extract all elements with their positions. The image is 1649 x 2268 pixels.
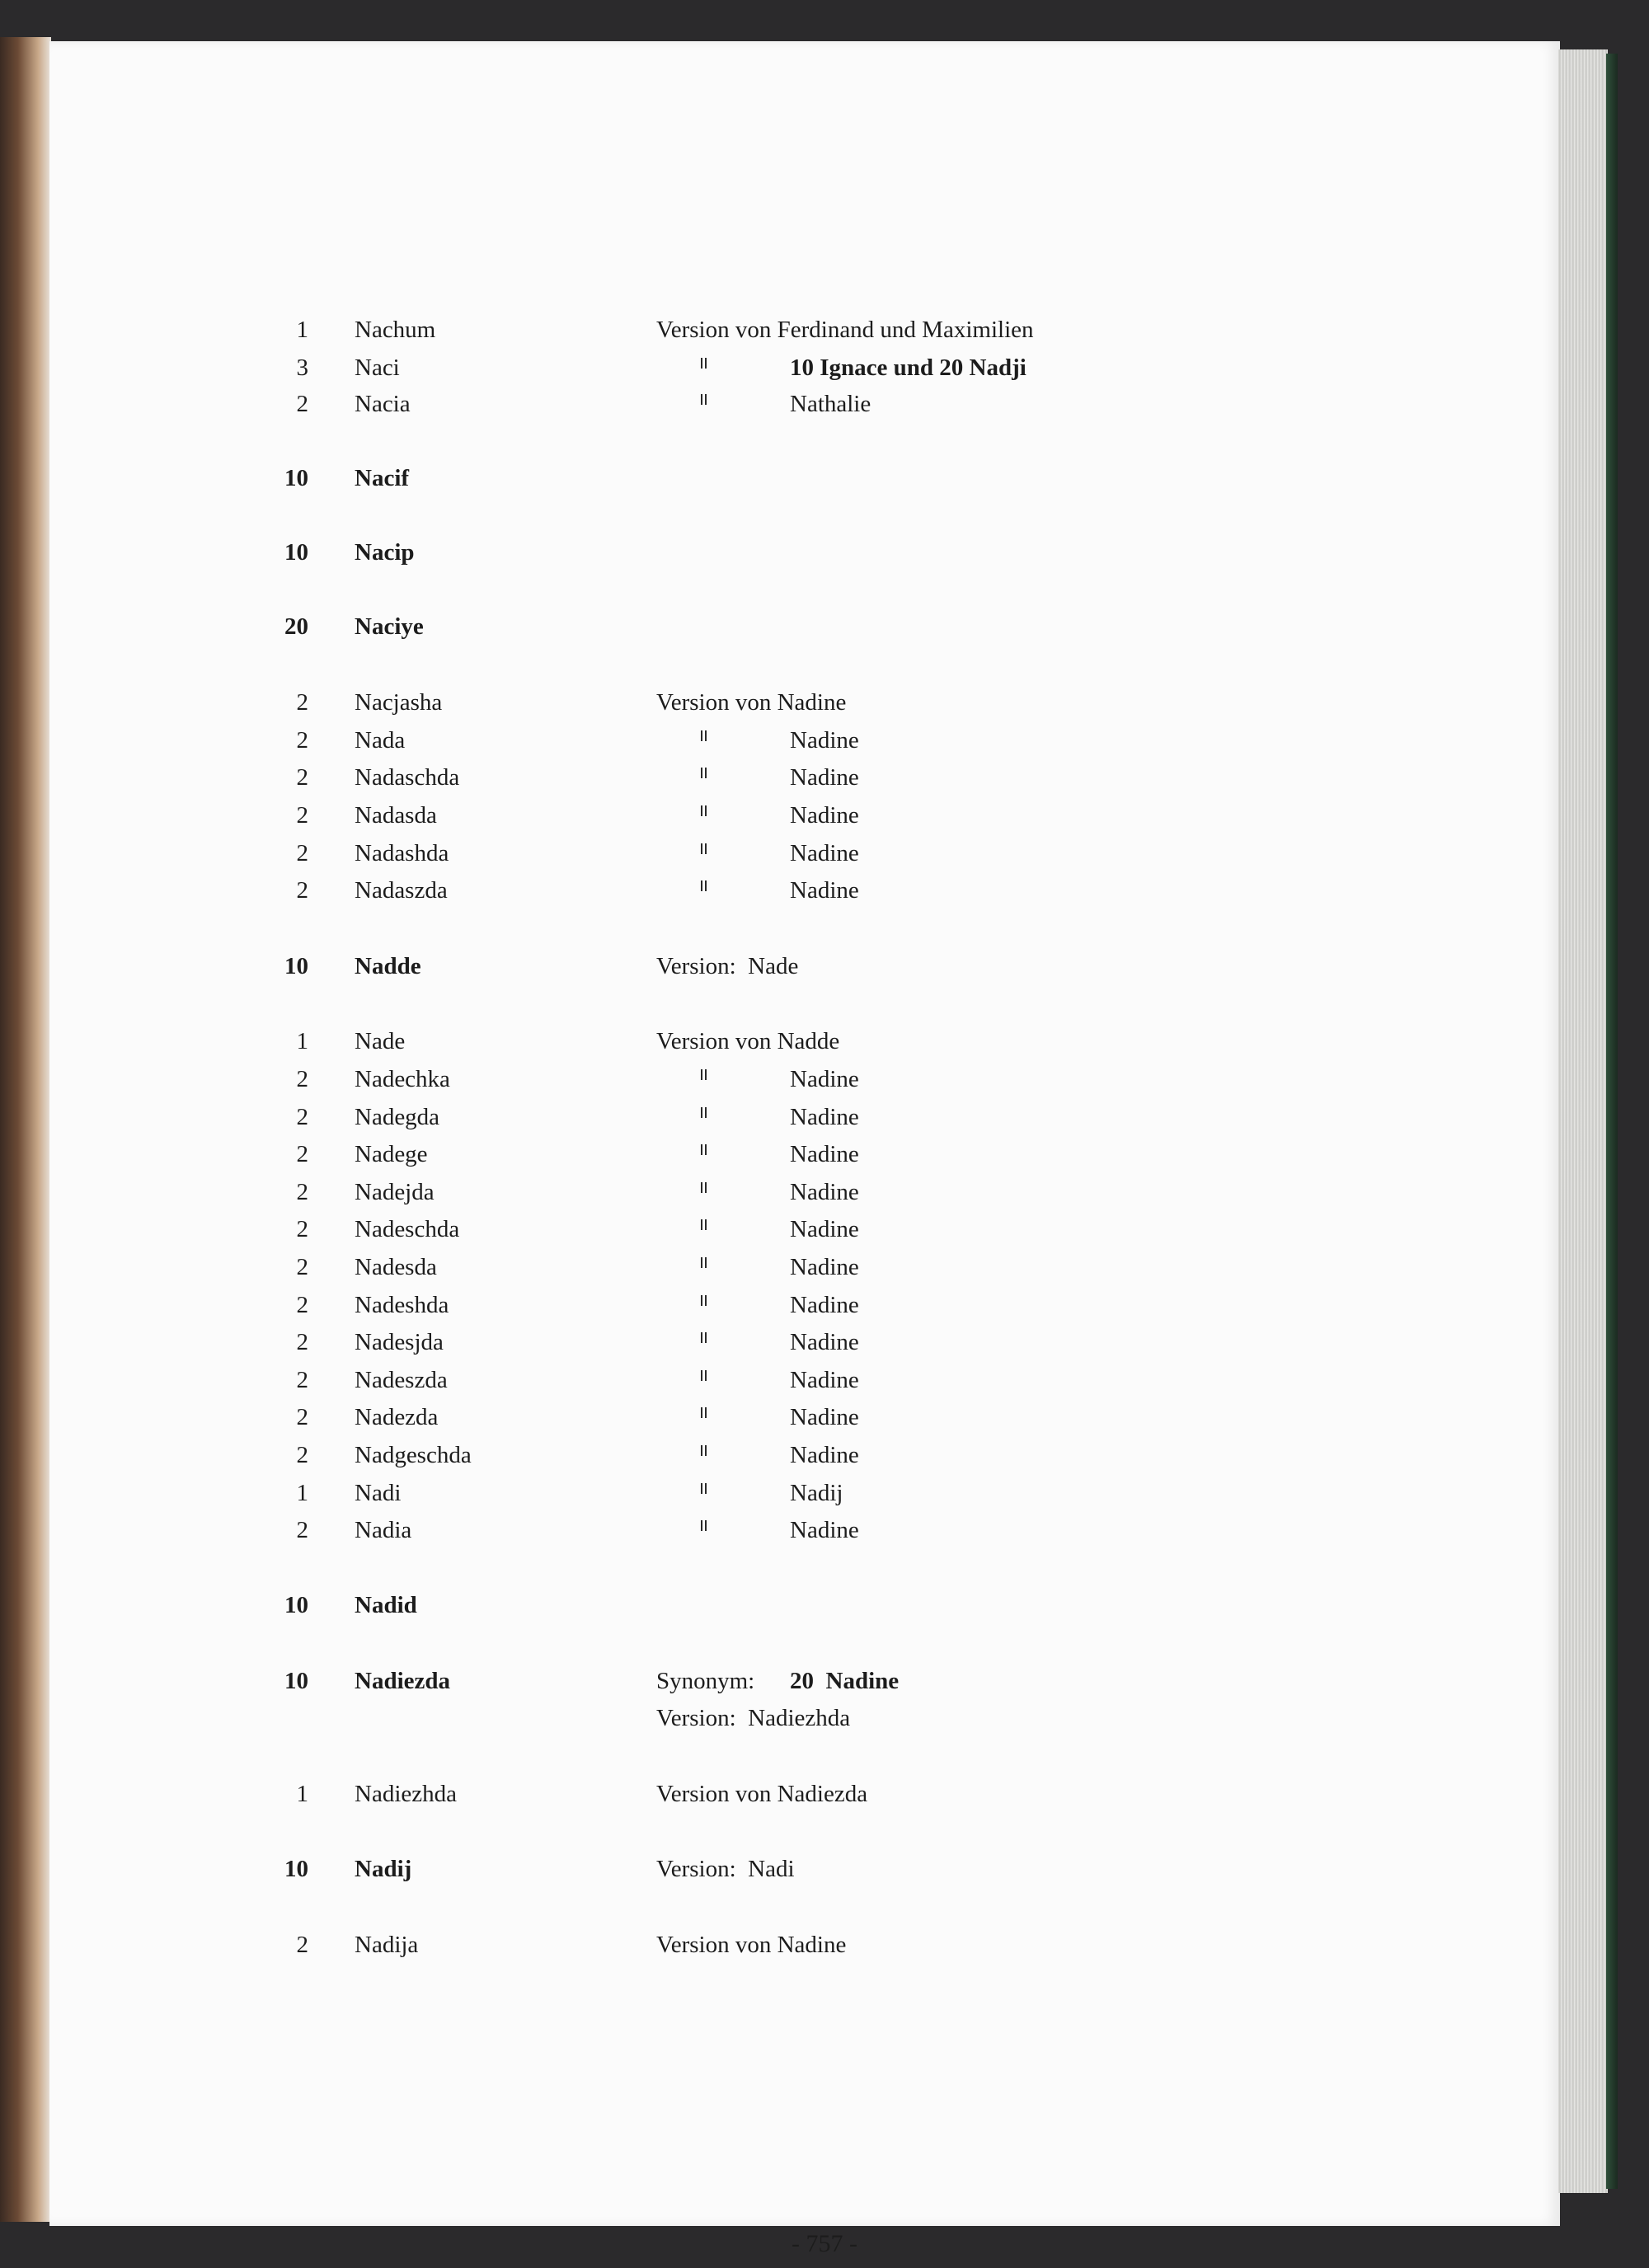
entry-name: Nadeschda [355, 1216, 460, 1242]
list-item [0, 350, 1649, 386]
entry-name: Nadid [355, 1592, 417, 1618]
ditto-mark [699, 1483, 709, 1496]
entry-name: Nadasda [355, 802, 437, 829]
ditto-mark [699, 1332, 709, 1345]
entry-number: 3 [296, 355, 308, 381]
entry-reference: Nadine [790, 1292, 859, 1318]
list-item [0, 1362, 1649, 1398]
entry-name: Nacip [355, 539, 415, 566]
entry-name: Nadesjda [355, 1329, 444, 1355]
entry-reference: Nadine [790, 1517, 859, 1543]
entry-reference: Nadine [790, 1141, 859, 1167]
list-item [0, 835, 1649, 871]
entry-reference: Nadine [790, 1104, 859, 1130]
entry-reference: Nathalie [790, 391, 871, 417]
list-item [0, 1249, 1649, 1285]
list-item [0, 1437, 1649, 1473]
entry-name: Nadaszda [355, 877, 448, 904]
entry-number: 2 [296, 689, 308, 716]
entry-name: Nadija [355, 1932, 419, 1958]
ditto-mark [699, 1370, 709, 1383]
list-item [0, 386, 1649, 422]
entry-reference: Nadine [790, 727, 859, 754]
entry-number: 2 [296, 802, 308, 829]
entry-name: Nadde [355, 953, 421, 979]
ditto-mark [699, 1219, 709, 1232]
entry-number: 2 [296, 1367, 308, 1393]
entry-description: Version: Nadiezhda [656, 1705, 851, 1731]
entry-name: Nada [355, 727, 406, 754]
entry-name: Nadechka [355, 1066, 450, 1092]
ditto-mark [699, 1257, 709, 1270]
entry-reference: Nadine [790, 1404, 859, 1430]
list-item [0, 1099, 1649, 1135]
entry-description: Version: Nade [656, 953, 799, 979]
entry-reference: Nadine [790, 840, 859, 866]
entry-number: 10 [284, 539, 308, 566]
list-item [0, 1663, 1649, 1699]
entry-number: 2 [296, 1254, 308, 1280]
list-item [0, 722, 1649, 758]
entry-reference: Nadine [790, 764, 859, 791]
list-item [0, 1324, 1649, 1360]
ditto-mark [699, 358, 709, 370]
entry-number: 2 [296, 1104, 308, 1130]
page-number: - 757 - [792, 2230, 857, 2257]
entry-name: Nadiezhda [355, 1781, 457, 1807]
entry-reference: Nadij [790, 1480, 843, 1506]
entry-number: 2 [296, 391, 308, 417]
entry-description: Version von Nadine [656, 1932, 847, 1958]
entry-number: 2 [296, 840, 308, 866]
ditto-mark [699, 880, 709, 893]
list-item [0, 1399, 1649, 1435]
list-item [0, 797, 1649, 833]
list-item [0, 1512, 1649, 1548]
entry-number: 2 [296, 1932, 308, 1958]
ditto-mark [699, 1407, 709, 1420]
ditto-mark [699, 805, 709, 818]
entry-name: Naci [355, 355, 400, 381]
ditto-mark [699, 394, 709, 406]
entry-description: Synonym: [656, 1668, 755, 1694]
list-item [0, 1136, 1649, 1172]
entry-name: Naciye [355, 613, 424, 640]
entry-name: Nadaschda [355, 764, 460, 791]
list-item [0, 1700, 1649, 1736]
list-item [0, 948, 1649, 984]
entry-name: Nachum [355, 317, 436, 343]
entry-number: 1 [296, 1480, 308, 1506]
entry-name: Nadij [355, 1856, 412, 1882]
entry-reference: Nadine [790, 1329, 859, 1355]
entry-number: 2 [296, 1292, 308, 1318]
entry-name: Nadege [355, 1141, 428, 1167]
ditto-mark [699, 843, 709, 856]
list-item [0, 534, 1649, 571]
entry-reference: 20 Nadine [790, 1668, 900, 1694]
entry-name: Nadiezda [355, 1668, 450, 1694]
ditto-mark [699, 1107, 709, 1120]
entry-reference: Nadine [790, 1442, 859, 1468]
entry-number: 2 [296, 1179, 308, 1205]
entry-number: 10 [284, 1856, 308, 1882]
entry-name: Nadi [355, 1480, 402, 1506]
list-item [0, 1211, 1649, 1247]
entry-number: 1 [296, 1028, 308, 1054]
entry-number: 10 [284, 1668, 308, 1694]
list-item [0, 608, 1649, 645]
entry-number: 20 [284, 613, 308, 640]
entry-name: Nadeszda [355, 1367, 448, 1393]
list-item [0, 1061, 1649, 1097]
entry-name: Nacif [355, 465, 410, 491]
ditto-mark [699, 1144, 709, 1157]
entry-number: 2 [296, 1404, 308, 1430]
list-item [0, 1776, 1649, 1812]
ditto-mark [699, 768, 709, 780]
entry-number: 2 [296, 1216, 308, 1242]
entry-reference: Nadine [790, 1367, 859, 1393]
entry-number: 1 [296, 1781, 308, 1807]
list-item [0, 312, 1649, 348]
entry-name: Nadesda [355, 1254, 437, 1280]
list-item [0, 1475, 1649, 1511]
entry-description: Version von Nadiezda [656, 1781, 868, 1807]
entry-name: Nade [355, 1028, 406, 1054]
entry-description: Version: Nadi [656, 1856, 795, 1882]
list-item [0, 1174, 1649, 1210]
entry-name: Nacia [355, 391, 411, 417]
entry-number: 2 [296, 877, 308, 904]
ditto-mark [699, 1182, 709, 1195]
entry-name: Nadeshda [355, 1292, 449, 1318]
list-item [0, 1927, 1649, 1963]
entry-name: Nacjasha [355, 689, 443, 716]
entry-name: Nadejda [355, 1179, 435, 1205]
entry-description: Version von Ferdinand und Maximilien [656, 317, 1034, 343]
entry-number: 2 [296, 1066, 308, 1092]
entry-description: Version von Nadde [656, 1028, 840, 1054]
ditto-mark [699, 1520, 709, 1533]
list-item [0, 872, 1649, 909]
entry-name: Nadashda [355, 840, 449, 866]
ditto-mark [699, 730, 709, 743]
entry-name: Nadgeschda [355, 1442, 472, 1468]
entry-name: Nadezda [355, 1404, 439, 1430]
entry-number: 2 [296, 727, 308, 754]
entry-number: 10 [284, 1592, 308, 1618]
entry-number: 2 [296, 1517, 308, 1543]
entry-number: 2 [296, 1329, 308, 1355]
entry-number: 2 [296, 764, 308, 791]
entry-name: Nadegda [355, 1104, 440, 1130]
list-item [0, 460, 1649, 496]
list-item [0, 1023, 1649, 1059]
entry-reference: Nadine [790, 1254, 859, 1280]
entry-name: Nadia [355, 1517, 412, 1543]
entry-description: Version von Nadine [656, 689, 847, 716]
list-item [0, 1587, 1649, 1623]
entry-number: 1 [296, 317, 308, 343]
list-item [0, 1287, 1649, 1323]
entry-number: 10 [284, 465, 308, 491]
list-item [0, 759, 1649, 796]
ditto-mark [699, 1445, 709, 1458]
entry-number: 2 [296, 1442, 308, 1468]
entry-reference: Nadine [790, 1216, 859, 1242]
entry-reference: 10 Ignace und 20 Nadji [790, 355, 1027, 381]
entry-reference: Nadine [790, 802, 859, 829]
list-item [0, 684, 1649, 721]
entry-reference: Nadine [790, 1179, 859, 1205]
ditto-mark [699, 1295, 709, 1308]
list-item [0, 1851, 1649, 1887]
ditto-mark [699, 1069, 709, 1082]
entry-number: 10 [284, 953, 308, 979]
entry-reference: Nadine [790, 1066, 859, 1092]
entry-reference: Nadine [790, 877, 859, 904]
entry-number: 2 [296, 1141, 308, 1167]
